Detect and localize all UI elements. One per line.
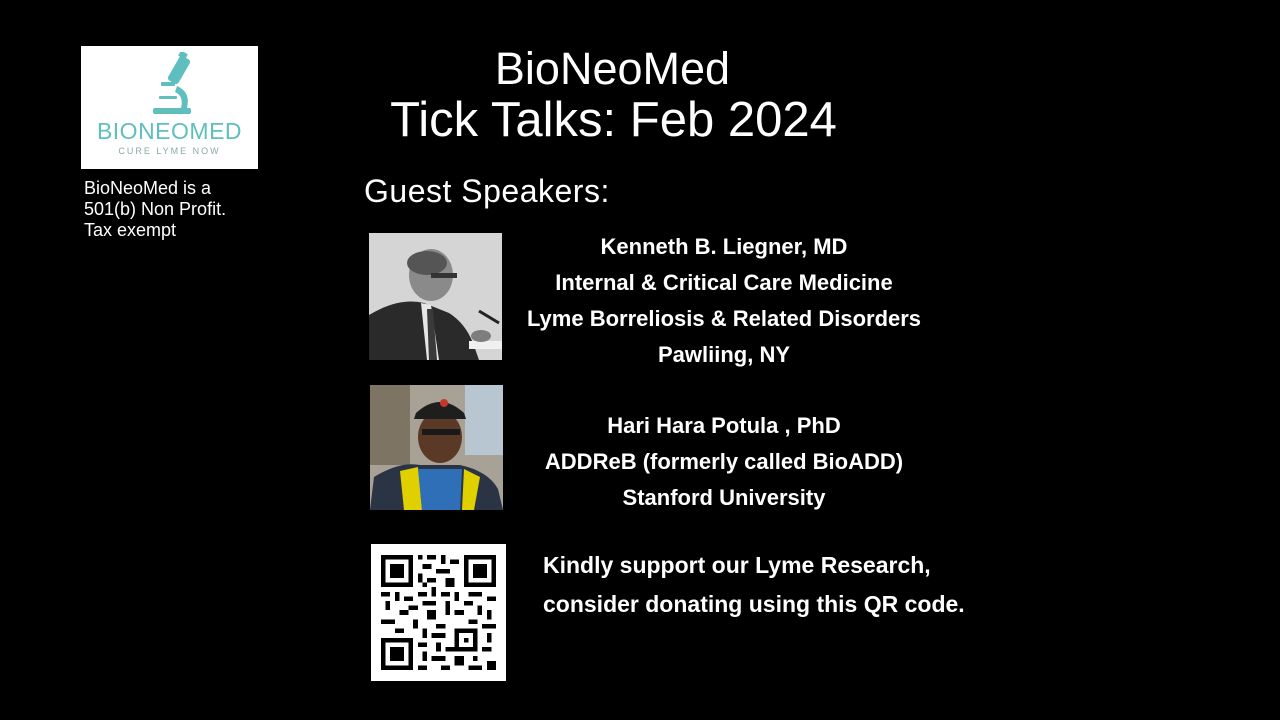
donation-qr-code[interactable]: [371, 544, 506, 681]
nonprofit-line: BioNeoMed is a: [84, 178, 212, 198]
speaker-focus: Lyme Borreliosis & Related Disorders: [526, 306, 922, 331]
speaker-institution: Stanford University: [622, 485, 826, 510]
nonprofit-line: 501(b) Non Profit.: [84, 199, 227, 219]
speaker-photo-potula: [370, 385, 503, 510]
nonprofit-note: [84, 178, 284, 241]
donation-line: consider donating using this QR code.: [543, 591, 965, 617]
page-title: BioNeoMed: [494, 43, 731, 94]
nonprofit-line: Tax exempt: [84, 220, 177, 240]
guest-speakers-heading: Guest Speakers:: [364, 173, 610, 209]
speaker-info-potula: [504, 408, 944, 516]
speaker-specialty: Internal & Critical Care Medicine: [555, 270, 893, 295]
donation-message: [543, 546, 1003, 624]
speaker-photo-liegner: [369, 233, 502, 360]
bioneomed-logo: [81, 46, 258, 169]
speaker-location: Pawliing, NY: [657, 342, 791, 367]
speaker-info-liegner: [504, 229, 944, 373]
donation-line: Kindly support our Lyme Research,: [543, 552, 931, 578]
page-subtitle: Tick Talks: Feb 2024: [390, 93, 837, 147]
speaker-affiliation: ADDReB (formerly called BioADD): [544, 449, 904, 474]
logo-name: BIONEOMED: [96, 118, 243, 144]
microscope-icon: [143, 52, 199, 116]
qr-code-icon: [381, 555, 496, 670]
speaker-name: Hari Hara Potula , PhD: [607, 413, 841, 438]
logo-tagline: CURE LYME NOW: [118, 146, 221, 156]
speaker-name: Kenneth B. Liegner, MD: [600, 234, 848, 259]
